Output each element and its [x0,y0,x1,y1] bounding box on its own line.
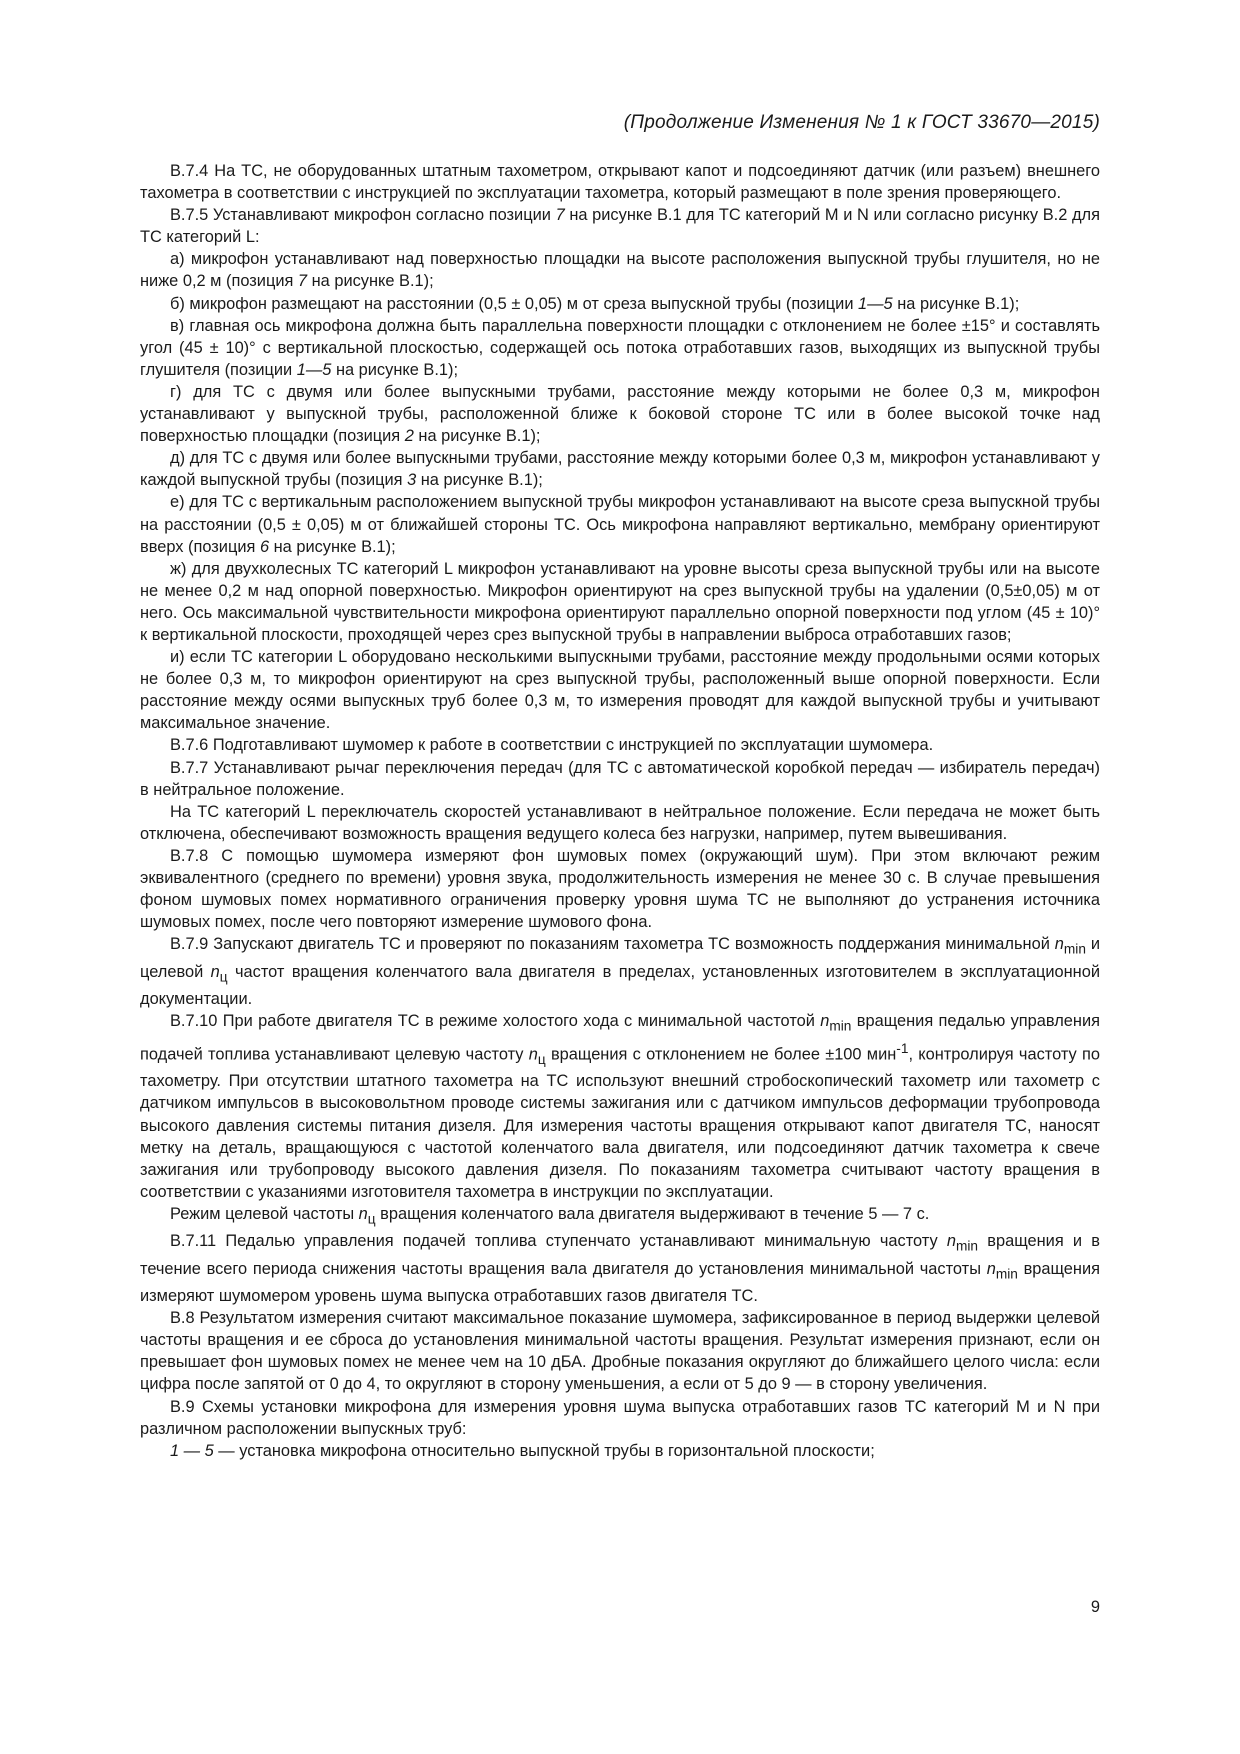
paragraph-legend-1-5: 1 — 5 — установка микрофона относительно выпускной трубы в горизонтальной плоскости; [170,1441,875,1460]
paragraph-b-7-10: В.7.10 При работе двигателя ТС в режиме холостого хода с минимальной частотой $n_{min}$ вращения педалью управления подачей топлива устанавливают целевую частоту $n_ц$ вращения с отклонением не более ±100 мин$^{-1}$, контролируя частоту по тахометру. При отсутствии штатного тахометра на ТС используют внешний стробоскопический тахометр или тахометр с датчиком импульсов в высоковольтном проводе системы зажигания или с датчиком импульсов деформации трубопровода высокого давления системы питания дизеля. Для измерения частоты вращения открывают капот двигателя ТС, наносят метку на деталь, вращающуюся с частотой коленчатого вала двигателя, или подсоединяют датчик тахометра к свече зажигания или трубопроводу высокого давления дизеля. По показаниям тахометра считывают частоту вращения в соответствии с указаниями изготовителя тахометра в инструкции по эксплуатации. [140,1012,1100,1201]
paragraph-target-speed-mode: Режим целевой частоты $n_ц$ вращения коленчатого вала двигателя выдерживают в течение 5 — 7 с. [170,1204,930,1227]
paragraph-b-7-8: В.7.8 С помощью шумомера измеряют фон шумовых помех (окружающий шум). При этом включают режим эквивалентного (среднего по времени) уровня звука, продолжительность измерения не менее 30 с. В случае превышения фоном шумовых помех нормативного ограничения проверку уровня шума ТС не выполняют до устранения источника шумовых помех, после чего повторяют измерение шумового фона. [140,846,1100,932]
paragraph-b-7-5: В.7.5 Устанавливают микрофон согласно позиции 7 на рисунке В.1 для ТС категорий М и N или согласно рисунку В.2 для ТС категорий L: [140,206,1100,247]
list-item-zh: ж) для двухколесных ТС категорий L микрофон устанавливают на уровне высоты среза выпускной трубы или на высоте не менее 0,2 м над опорной поверхностью. Микрофон ориентируют на срез выпускной трубы на удалении (0,5±0,05) м от него. Ось максимальной чувствительности микрофона ориентируют параллельно опорной поверхности под углом (45 ± 10)° к вертикальной плоскости, проходящей через срез выпускной трубы в направлении выброса отработавших газов; [140,559,1100,644]
list-item-a: а) микрофон устанавливают над поверхностью площадки на высоте расположения выпускной трубы глушителя, но не ниже 0,2 м (позиция 7 на рисунке В.1); [140,250,1100,291]
paragraph-b-8: В.8 Результатом измерения считают максимальное показание шумомера, зафиксированное в период выдержки целевой частоты вращения и ее сброса до установления минимальной частоты вращения. Результат измерения признают, если он превышает фон шумовых помех не менее чем на 10 дБА. Дробные показания округляют до ближайшего целого числа: если цифра после запятой от 0 до 4, то округляют в сторону уменьшения, а если от 5 до 9 — в сторону увеличения. [140,1309,1100,1394]
paragraph-b-9: В.9 Схемы установки микрофона для измерения уровня шума выпуска отработавших газов ТС категорий М и N при различном расположении выпускных труб: [140,1397,1100,1438]
list-item-d: д) для ТС с двумя или более выпускными трубами, расстояние между которыми более 0,3 м, микрофон устанавливают у каждой выпускной трубы (позиция 3 на рисунке В.1); [140,449,1100,490]
list-item-i: и) если ТС категории L оборудовано несколькими выпускными трубами, расстояние между продольными осями которых не более 0,3 м, то микрофон ориентируют на срез выпускной трубы, расположенный выше опорной поверхности. Если расстояние между осями выпускных труб более 0,3 м, то измерения проводят для каждой выпускной трубы и учитывают максимальное значение. [140,648,1100,733]
paragraph-b-7-11: В.7.11 Педалью управления подачей топлива ступенчато устанавливают минимальную частоту $n_{min}$ вращения и в течение всего периода снижения частоты вращения вала двигателя до установления минимальной частоты $n_{min}$ вращения измеряют шумомером уровень шума выпуска отработавших газов двигателя ТС. [140,1232,1101,1306]
list-item-v: в) главная ось микрофона должна быть параллельна поверхности площадки с отклонением не более ±15° и составлять угол (45 ± 10)° с вертикальной плоскостью, содержащей ось потока отработавших газов, выходящих из выпускной трубы глушителя (позиции 1—5 на рисунке В.1); [140,316,1100,379]
list-item-g: г) для ТС с двумя или более выпускными трубами, расстояние между которыми не более 0,3 м, микрофон устанавливают у выпускной трубы, расположенной ближе к боковой стороне ТС или в более высокой точке над поверхностью площадки (позиция 2 на рисунке В.1); [140,382,1100,446]
page-number: 9 [1090,1598,1100,1616]
paragraph-b-7-7: В.7.7 Устанавливают рычаг переключения передач (для ТС с автоматической коробкой передач — избиратель передач) в нейтральное положение. [140,758,1100,799]
paragraph-b-7-4: В.7.4 На ТС, не оборудованных штатным тахометром, открывают капот и подсоединяют датчик (или разъем) внешнего тахометра в соответствии с инструкцией по эксплуатации тахометра, который размещают в поле зрения проверяющего. [140,162,1100,203]
page-header: (Продолжение Изменения № 1 к ГОСТ 33670—2015) [623,112,1100,133]
list-item-e: е) для ТС с вертикальным расположением выпускной трубы микрофон устанавливают на высоте среза выпускной трубы на расстоянии (0,5 ± 0,05) м от ближайшей стороны ТС. Ось микрофона направляют вертикально, мембрану ориентируют вверх (позиция 6 на рисунке В.1); [140,493,1100,556]
paragraph-b-7-9: В.7.9 Запускают двигатель ТС и проверяют по показаниям тахометра ТС возможность поддержания минимальной $n_{min}$ и целевой $n_ц$ частот вращения коленчатого вала двигателя в пределах, установленных изготовителем в эксплуатационной документации. [140,935,1100,1009]
document-body [140,160,1100,1462]
list-item-b: б) микрофон размещают на расстоянии (0,5 ± 0,05) м от среза выпускной трубы (позиции 1—5 на рисунке В.1); [170,294,1020,313]
paragraph-b-7-6: В.7.6 Подготавливают шумомер к работе в соответствии с инструкцией по эксплуатации шумомера. [170,736,934,755]
paragraph-category-l-neutral: На ТС категорий L переключатель скоростей устанавливают в нейтральное положение. Если передача не может быть отключена, обеспечивают возможность вращения ведущего колеса без нагрузки, например, путем вывешивания. [140,802,1100,843]
